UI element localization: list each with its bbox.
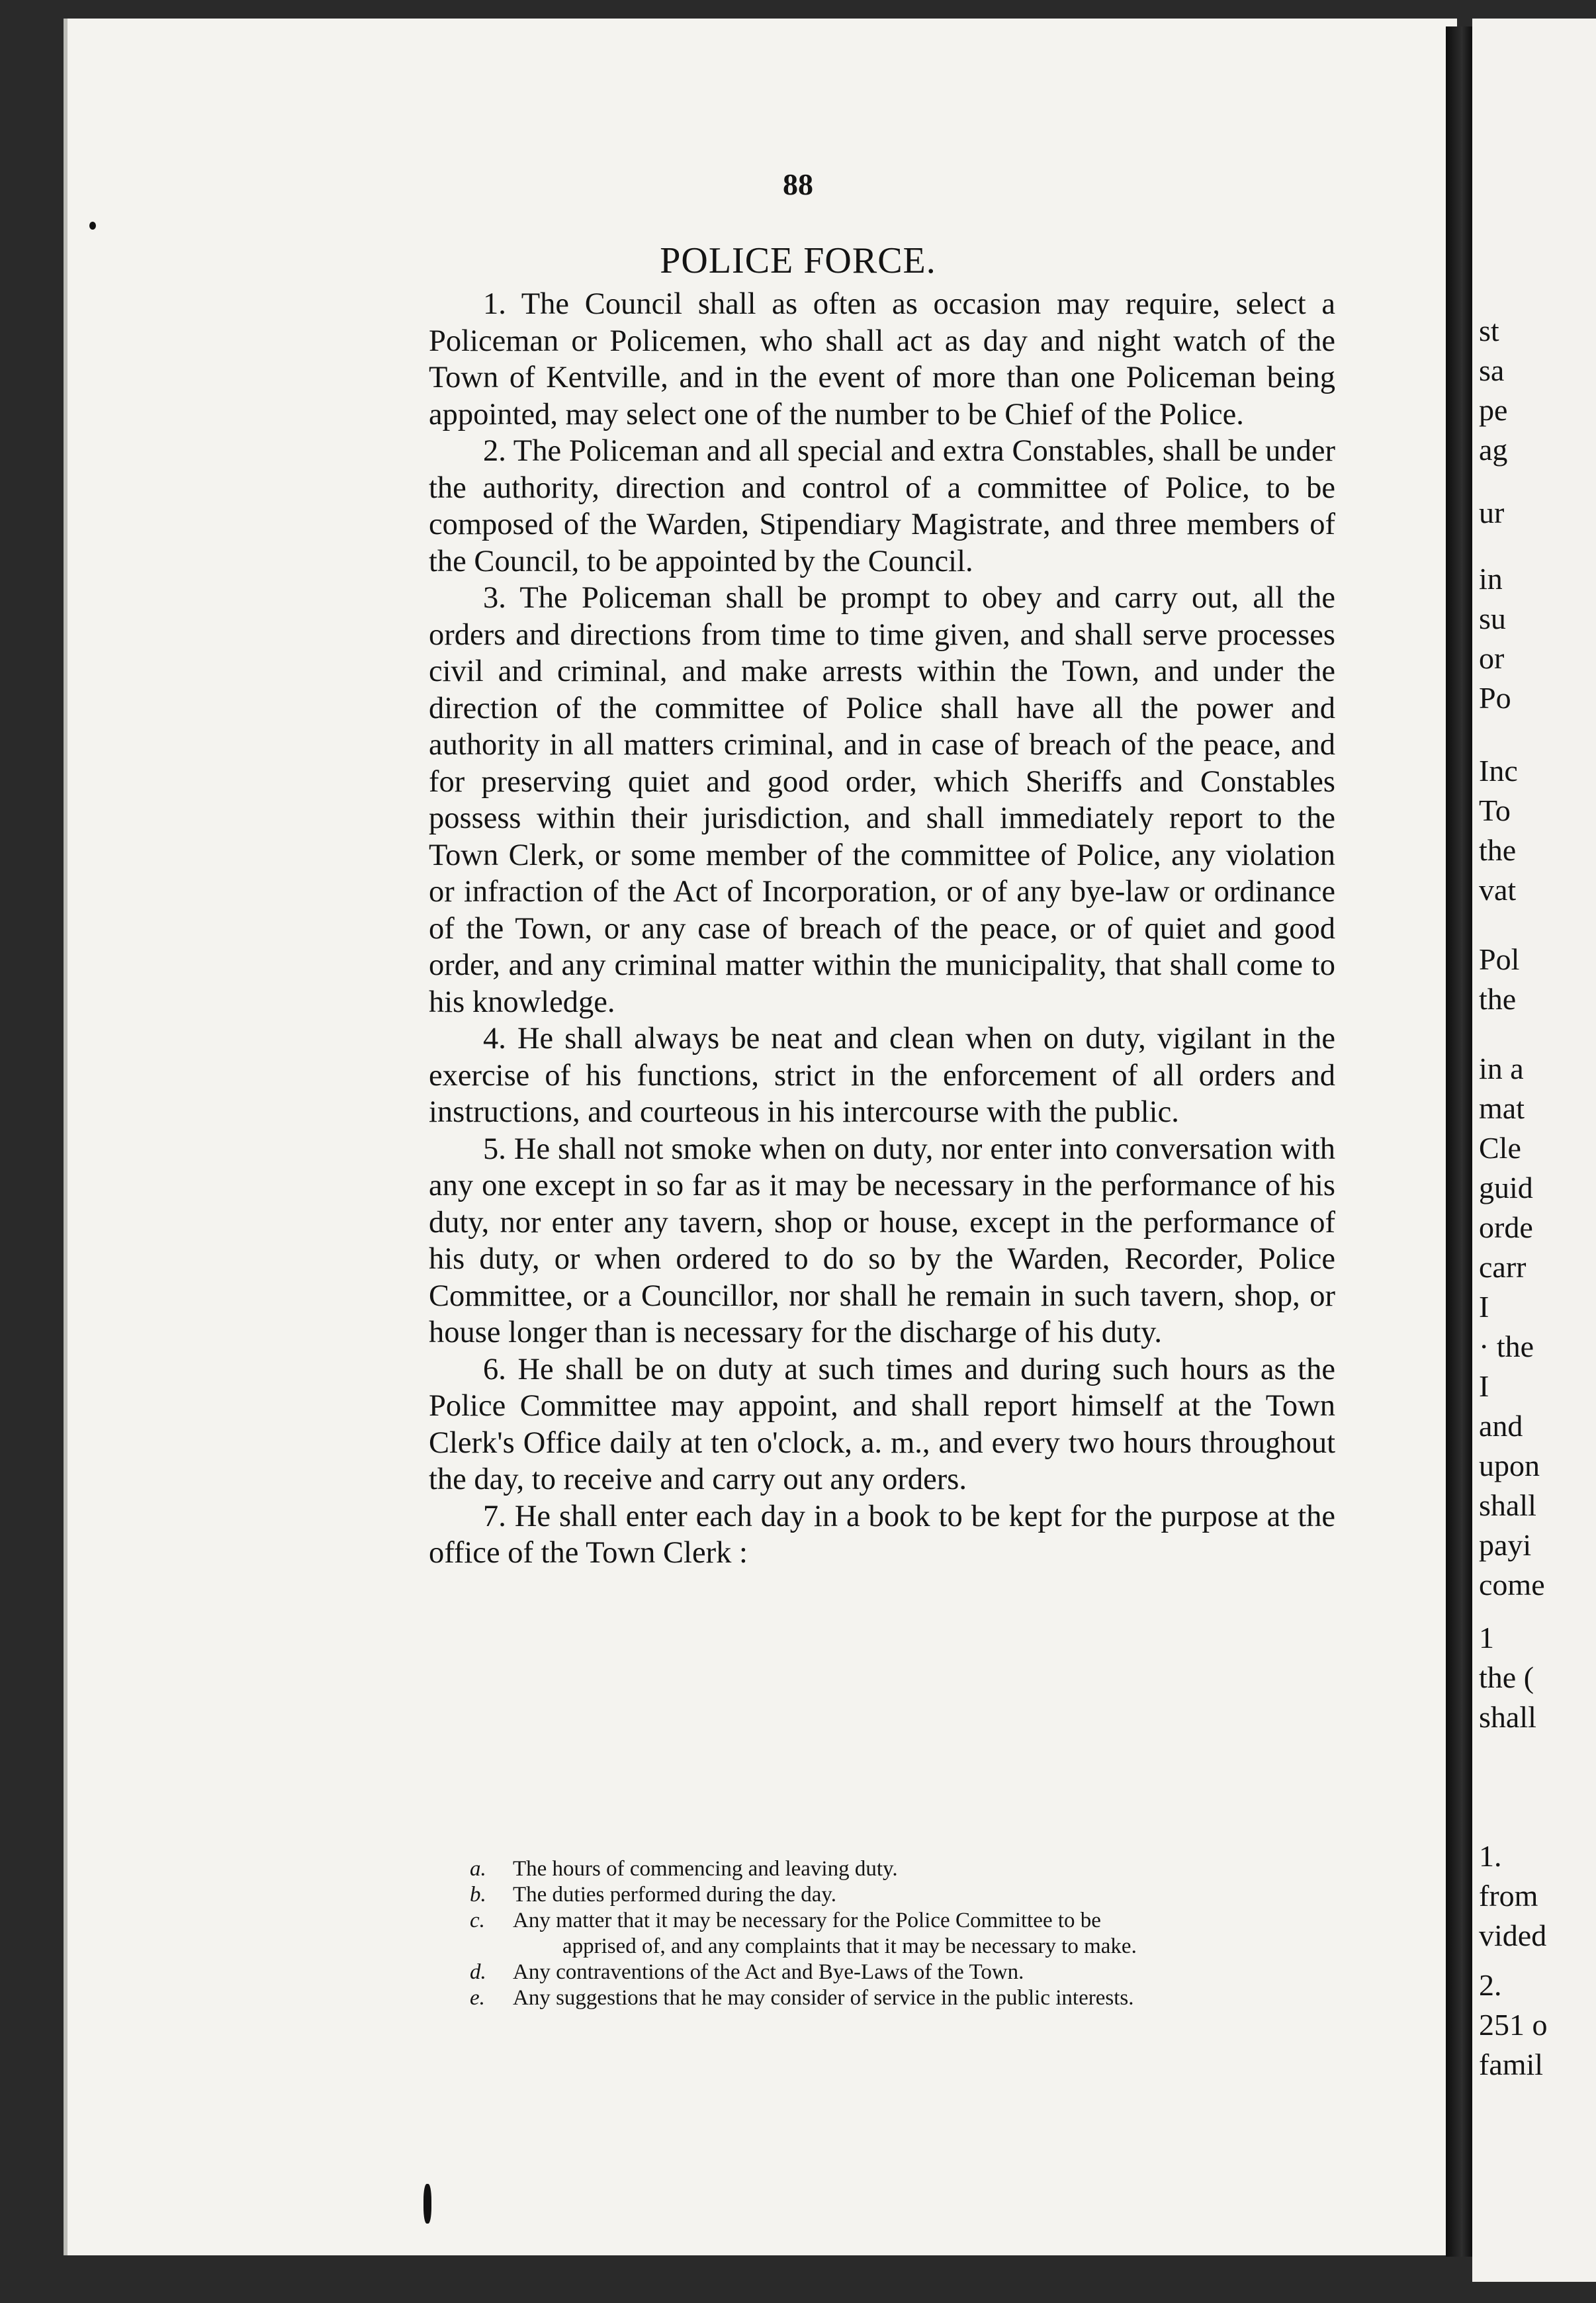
facing-page-fragment: the ( — [1479, 1660, 1534, 1694]
facing-page-fragment: upon — [1479, 1449, 1540, 1482]
section-2 — [429, 433, 1335, 580]
section-text: He shall not smoke when on duty, nor enter into conversation with any one except in so far as it may be necessary in the performance of his duty, nor enter any tavern, shop or house, except in the performance of his duty, or when ordered to do so by the Warden, Recorder, Police Committee, or a Councillor, nor shall he remain in such tavern, shop, or house longer than is necessary for the discharge of his duty. — [429, 1132, 1336, 1349]
facing-page-fragment: st — [1479, 314, 1499, 347]
note-text: Any matter that it may be necessary for the Police Committee to be — [513, 1909, 1101, 1932]
section-4 — [429, 1020, 1335, 1131]
duty-book-items — [463, 1856, 1337, 2011]
facing-page-fragment: or — [1479, 641, 1505, 675]
facing-page-fragment: Inc — [1479, 754, 1518, 788]
facing-page-fragment: come — [1479, 1568, 1545, 1602]
note-letter: d. — [470, 1960, 486, 1984]
note-letter: a. — [470, 1857, 486, 1881]
note-item — [463, 1882, 1337, 1908]
facing-page-fragment: 1. — [1479, 1839, 1502, 1873]
facing-page-fragment: sa — [1479, 353, 1505, 387]
facing-page-fragment: ag — [1479, 433, 1508, 467]
facing-page-fragment: orde — [1479, 1210, 1533, 1244]
facing-page-fragment: in — [1479, 562, 1503, 596]
section-number: 1. — [483, 287, 506, 321]
facing-page-fragment: · the — [1479, 1330, 1534, 1363]
section-number: 7. — [483, 1499, 506, 1533]
book-gutter — [1446, 26, 1472, 2257]
page-number: 88 — [783, 167, 813, 201]
scan-speck — [89, 222, 96, 230]
facing-page-fragment: ur — [1479, 496, 1505, 529]
note-text: Any contraventions of the Act and Bye-Laws of the Town. — [513, 1960, 1024, 1984]
facing-page-fragment: pe — [1479, 393, 1508, 427]
section-1 — [429, 286, 1335, 433]
section-title: POLICE FORCE. — [660, 240, 936, 281]
facing-page-fragment: Pol — [1479, 942, 1520, 976]
facing-page-fragment: I — [1479, 1369, 1489, 1403]
book-page-right-edge — [1472, 19, 1596, 2282]
section-text: He shall always be neat and clean when on duty, vigilant in the exercise of his functions, strict in the enforcement of all orders and instructions, and courteous in his intercourse with the public. — [429, 1022, 1336, 1129]
facing-page-fragment: 2. — [1479, 1968, 1502, 2002]
section-number: 4. — [483, 1022, 506, 1056]
section-text: The Policeman and all special and extra Constables, shall be under the authority, direction and control of a committee of Police, to be composed of the Warden, Stipendiary Magistrate, and three members of the Council, to be appointed by the Council. — [429, 434, 1335, 578]
facing-page-fragment: shall — [1479, 1488, 1536, 1522]
section-number: 3. — [483, 581, 506, 615]
section-number: 2. — [483, 434, 506, 468]
note-letter: e. — [470, 1986, 485, 2010]
facing-page-fragment: in a — [1479, 1052, 1524, 1085]
facing-page-fragment: and — [1479, 1409, 1523, 1443]
note-item — [463, 1908, 1337, 1960]
facing-page-fragment: the — [1479, 982, 1517, 1016]
section-text: He shall enter each day in a book to be kept for the purpose at the office of the Town Clerk : — [429, 1499, 1336, 1570]
note-item — [463, 1856, 1337, 1882]
facing-page-fragment: 251 o — [1479, 2008, 1548, 2042]
facing-page-fragment: mat — [1479, 1091, 1525, 1125]
facing-page-fragment: vat — [1479, 873, 1517, 907]
section-5 — [429, 1131, 1335, 1351]
facing-page-fragment: To — [1479, 793, 1511, 827]
facing-page-fragment: vided — [1479, 1919, 1547, 1952]
note-letter: b. — [470, 1883, 486, 1907]
facing-page-fragment: shall — [1479, 1700, 1536, 1734]
note-item — [463, 1960, 1337, 1985]
facing-page-fragment: Po — [1479, 681, 1511, 715]
section-7 — [429, 1498, 1335, 1572]
note-text: The duties performed during the day. — [513, 1883, 837, 1907]
facing-page-fragment: guid — [1479, 1171, 1533, 1204]
scan-mark — [423, 2184, 431, 2224]
section-text: The Policeman shall be prompt to obey and carry out, all the orders and directions from time to time given, and shall serve processes civil and criminal, and make arrests within the Town, and under the direction of the committee of Police shall have all the power and authority in all matters criminal, and in case of breach of the peace, and for preserving quiet and good order, which Sheriffs and Constables possess within their jurisdiction, and shall immediately report to the Town Clerk, or some member of the committee of Police, any violation or infraction of the Act of Incorporation, or of any bye-law or ordinance of the Town, or any case of breach of the peace, or of quiet and good order, and any criminal matter within the municipality, that shall come to his knowledge. — [429, 581, 1335, 1019]
facing-page-fragment: the — [1479, 833, 1517, 867]
section-number: 5. — [483, 1132, 506, 1166]
facing-page-fragment: Cle — [1479, 1131, 1521, 1165]
section-number: 6. — [483, 1352, 506, 1386]
main-text — [429, 286, 1335, 1572]
facing-page-fragment: carr — [1479, 1250, 1527, 1284]
facing-page-fragment: su — [1479, 602, 1506, 635]
facing-page-fragment: from — [1479, 1879, 1538, 1913]
facing-page-fragment: famil — [1479, 2048, 1544, 2081]
facing-page-fragment: 1 — [1479, 1621, 1494, 1654]
section-6 — [429, 1351, 1335, 1498]
facing-page-fragment: I — [1479, 1290, 1489, 1324]
section-3 — [429, 580, 1335, 1020]
note-text: Any suggestions that he may consider of service in the public interests. — [513, 1986, 1134, 2010]
facing-page-fragment: payi — [1479, 1528, 1532, 1562]
section-text: He shall be on duty at such times and during such hours as the Police Committee may appoint, and shall report himself at the Town Clerk's Office daily at ten o'clock, a. m., and every two hours throughout the day, to receive and carry out any orders. — [429, 1352, 1335, 1496]
note-letter: c. — [470, 1909, 485, 1932]
section-text: The Council shall as often as occasion may require, select a Policeman or Policemen, who shall act as day and night watch of the Town of Kentville, and in the event of more than one Policeman being appointed, may select one of the number to be Chief of the Police. — [429, 287, 1335, 431]
note-continuation: apprised of, and any complaints that it may be necessary to make. — [562, 1934, 1137, 1958]
note-item — [463, 1985, 1337, 2011]
note-text: The hours of commencing and leaving duty. — [513, 1857, 898, 1881]
